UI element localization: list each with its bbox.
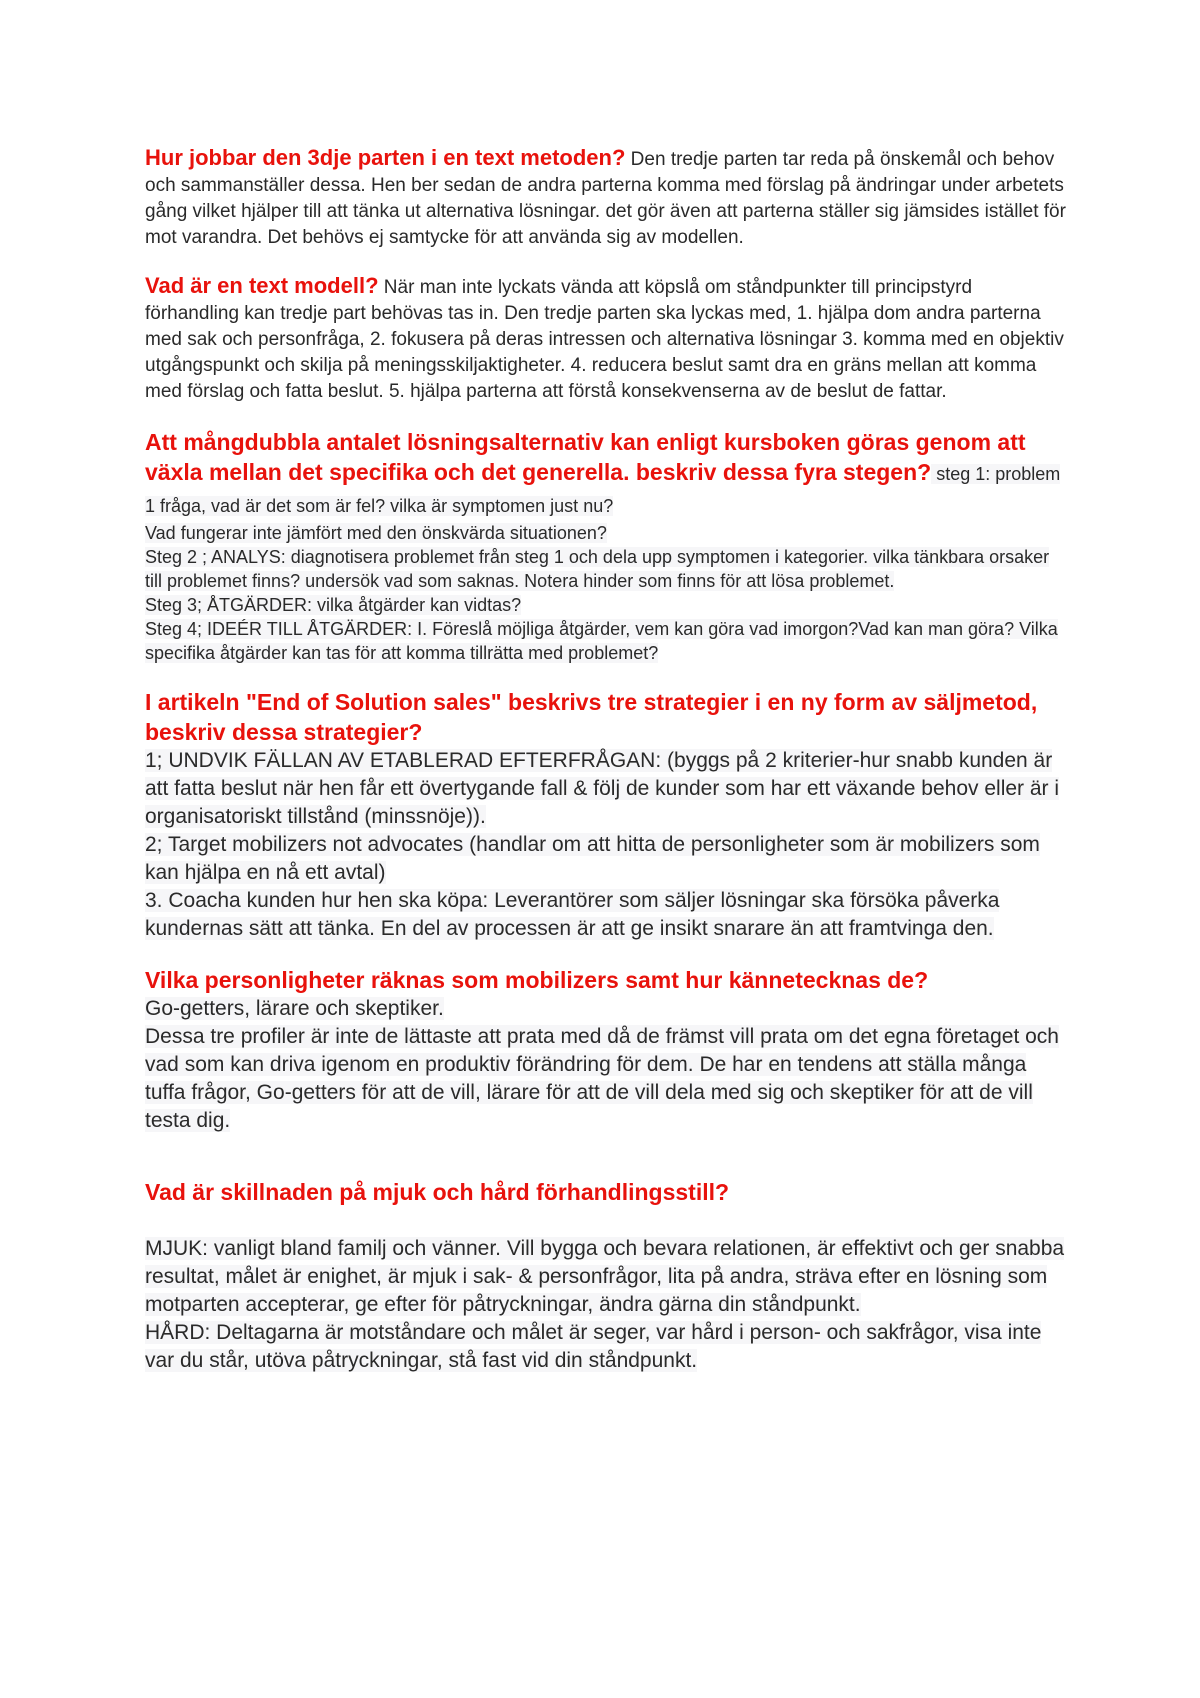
- question-block: [145, 427, 1070, 521]
- answer-block: [145, 995, 1070, 1135]
- answer-line: Steg 4; IDEÉR TILL ÅTGÄRDER: I. Föreslå möjliga åtgärder, vem kan göra vad imorgon?Vad kan man göra? Vilka specifika åtgärder kan tas för att komma tillrätta med problemet?: [145, 619, 1058, 663]
- question-block: [145, 1177, 1070, 1207]
- document-page: [145, 145, 1070, 1375]
- answer-block: [145, 747, 1070, 943]
- answer-line: MJUK: vanligt bland familj och vänner. Vill bygga och bevara relationen, är effektivt och ger snabba resultat, målet är enighet, är mjuk i sak- & personfrågor, lita på andra, sträva efter en lösning som motparten accepterar, ge efter för påtryckningar, ändra gärna din ståndpunkt.: [145, 1237, 1065, 1316]
- question-heading: Att mångdubbla antalet lösningsalternativ kan enligt kursboken göras genom att växla mellan det specifika och det generella. beskriv dessa fyra stegen?: [145, 429, 1026, 485]
- question-heading: Vad är en text modell?: [145, 273, 379, 298]
- answer-text: När man inte lyckats vända att köpslå om ståndpunkter till principstyrd förhandling kan tredje part behövas tas in. Den tredje parten ska lyckas med, 1. hjälpa dom andra parterna med sak och personfråga, 2. fokusera på deras intressen och alternativa lösningar 3. komma med en objektiv utgångspunkt och skilja på meningsskiljaktigheter. 4. reducera beslut samt dra en gräns mellan att komma med förslag och fatta beslut. 5. hjälpa parterna att förstå konsekvenserna av de beslut de fattar.: [145, 277, 1064, 402]
- answer-block: [145, 1235, 1070, 1375]
- section-negotiation-style: [145, 1177, 1070, 1375]
- answer-text: steg 1: problem 1 fråga, vad är det som är fel? vilka är symptomen just nu?: [145, 464, 1061, 516]
- question-heading: Vad är skillnaden på mjuk och hård förhandlingsstill?: [145, 1179, 730, 1205]
- question-heading: Hur jobbar den 3dje parten i en text metoden?: [145, 145, 626, 170]
- section-third-party-method: [145, 145, 1070, 251]
- answer-line: 1; UNDVIK FÄLLAN AV ETABLERAD EFTERFRÅGAN: (byggs på 2 kriterier-hur snabb kunden är att fatta beslut när hen får ett övertygande fall & följ de kunder som har ett växande behov eller är i organisatoriskt tillstånd (minssnöje)).: [145, 749, 1060, 828]
- answer-line: Go-getters, lärare och skeptiker.: [145, 997, 444, 1020]
- answer-text: Den tredje parten tar reda på önskemål och behov och sammanställer dessa. Hen ber sedan de andra parterna komma med förslag på ändringar under arbetets gång vilket hjälper till att tänka ut alternativa lösningar. det gör även att parterna ställer sig jämsides istället för mot varandra. Det behövs ej samtycke för att använda sig av modellen.: [145, 149, 1066, 248]
- section-text-model: [145, 273, 1070, 405]
- answer-line: Vad fungerar inte jämfört med den önskvärda situationen?: [145, 523, 607, 543]
- answer-block: [145, 521, 1070, 665]
- answer-line: HÅRD: Deltagarna är motståndare och målet är seger, var hård i person- och sakfrågor, visa inte var du står, utöva påtryckningar, stå fast vid din ståndpunkt.: [145, 1321, 1042, 1372]
- answer-line: Steg 3; ÅTGÄRDER: vilka åtgärder kan vidtas?: [145, 595, 522, 615]
- section-solution-sales: [145, 687, 1070, 943]
- answer-line: Dessa tre profiler är inte de lättaste att prata med då de främst vill prata om det egna företaget och vad som kan driva igenom en produktiv förändring för dem. De har en tendens att ställa många tuffa frågor, Go-getters för att de vill, lärare för att de vill dela med sig och skeptiker för att de vill testa dig.: [145, 1025, 1059, 1132]
- answer-line: Steg 2 ; ANALYS: diagnotisera problemet från steg 1 och dela upp symptomen i kategorier. vilka tänkbara orsaker till problemet finns? undersök vad som saknas. Notera hinder som finns för att lösa problemet.: [145, 547, 1050, 591]
- question-block: [145, 965, 1070, 995]
- question-heading: I artikeln "End of Solution sales" beskrivs tre strategier i en ny form av säljmetod, beskriv dessa strategier?: [145, 689, 1038, 745]
- section-four-steps: [145, 427, 1070, 665]
- question-block: [145, 687, 1070, 747]
- section-mobilizers: [145, 965, 1070, 1135]
- question-heading: Vilka personligheter räknas som mobilizers samt hur kännetecknas de?: [145, 967, 929, 993]
- answer-line: 3. Coacha kunden hur hen ska köpa: Leverantörer som säljer lösningar ska försöka påverka kundernas sätt att tänka. En del av processen är att ge insikt snarare än att framtvinga den.: [145, 889, 1000, 940]
- answer-line: 2; Target mobilizers not advocates (handlar om att hitta de personligheter som är mobilizers som kan hjälpa en nå ett avtal): [145, 833, 1040, 884]
